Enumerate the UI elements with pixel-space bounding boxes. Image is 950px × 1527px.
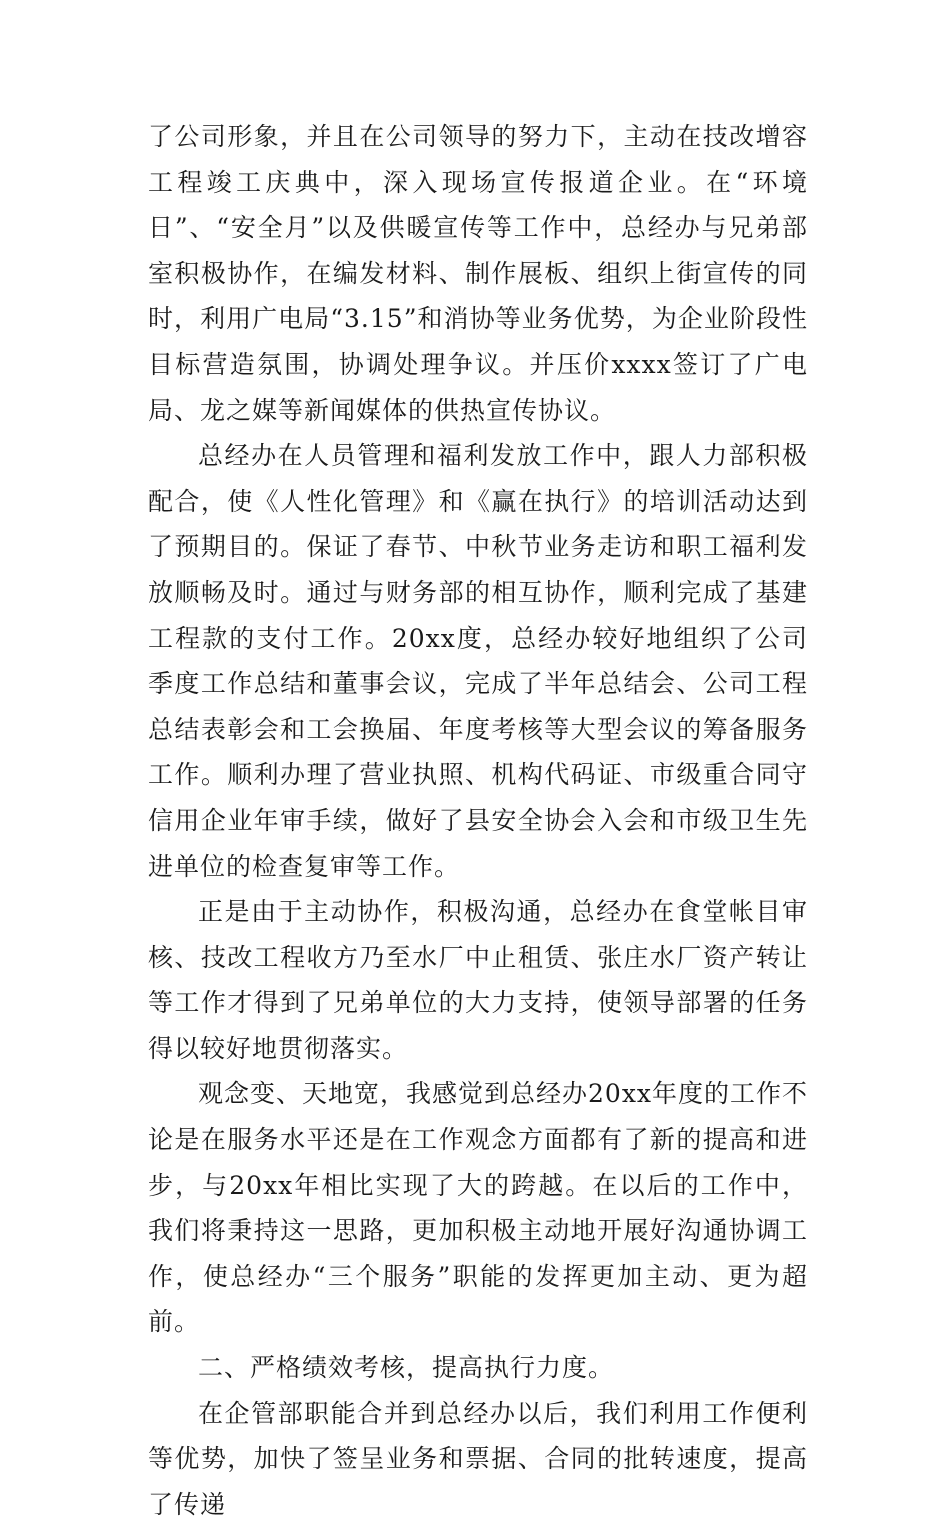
paragraph-continuation: 了公司形象，并且在公司领导的努力下，主动在技改增容工程竣工庆典中，深入现场宣传报道企业。在“环境日”、“安全月”以及供暖宣传等工作中，总经办与兄弟部室积极协作，在编发材料、制作展板、组织上街宣传的同时，利用广电局“3.15”和消协等业务优势，为企业阶段性目标营造氛围，协调处理争议。并压价xxxx签订了广电局、龙之媒等新闻媒体的供热宣传协议。 <box>148 122 808 425</box>
document-body <box>148 114 808 1527</box>
section-heading: 二、严格绩效考核，提高执行力度。 <box>198 1353 615 1383</box>
paragraph-concept: 观念变、天地宽，我感觉到总经办20xx年度的工作不论是在服务水平还是在工作观念方面都有了新的提高和进步，与20xx年相比实现了大的跨越。在以后的工作中，我们将秉持这一思路，更加积极主动地开展好沟通协调工作，使总经办“三个服务”职能的发挥更加主动、更为超前。 <box>148 1079 809 1337</box>
paragraph-cooperation: 正是由于主动协作，积极沟通，总经办在食堂帐目审核、技改工程收方乃至水厂中止租赁、张庄水厂资产转让等工作才得到了兄弟单位的大力支持，使领导部署的任务得以较好地贯彻落实。 <box>148 897 808 1063</box>
paragraph-performance: 在企管部职能合并到总经办以后，我们利用工作便利等优势，加快了签呈业务和票据、合同的批转速度，提高了传递 <box>148 1398 808 1519</box>
paragraph-personnel: 总经办在人员管理和福利发放工作中，跟人力部积极配合，使《人性化管理》和《赢在执行》的培训活动达到了预期目的。保证了春节、中秋节业务走访和职工福利发放顺畅及时。通过与财务部的相互协作，顺利完成了基建工程款的支付工作。20xx度，总经办较好地组织了公司季度工作总结和董事会议，完成了半年总结会、公司工程总结表彰会和工会换届、年度考核等大型会议的筹备服务工作。顺利办理了营业执照、机构代码证、市级重合同守信用企业年审手续，做好了县安全协会入会和市级卫生先进单位的检查复审等工作。 <box>148 441 808 881</box>
